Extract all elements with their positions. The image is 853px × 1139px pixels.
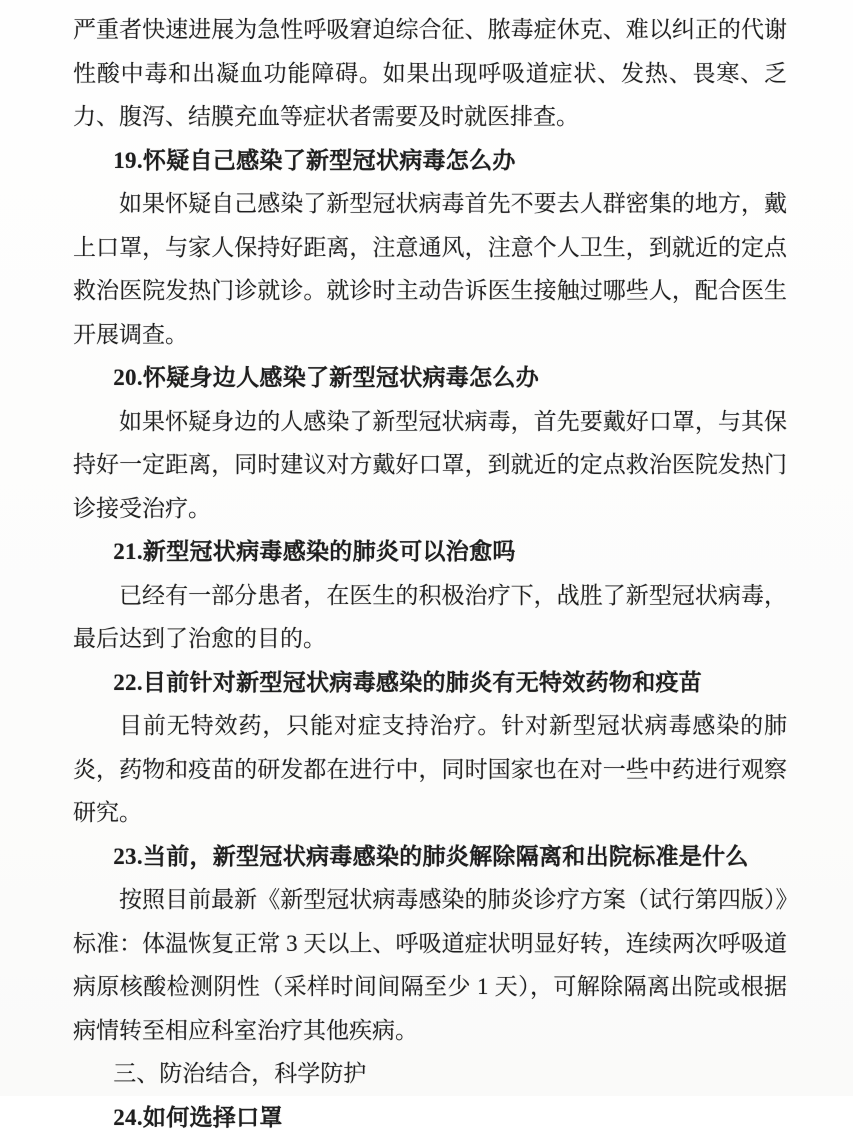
question-21-answer: 已经有一部分患者，在医生的积极治疗下，战胜了新型冠状病毒，最后达到了治愈的目的。 bbox=[73, 574, 787, 661]
question-23-heading: 23.当前，新型冠状病毒感染的肺炎解除隔离和出院标准是什么 bbox=[73, 835, 787, 879]
question-24-heading: 24.如何选择口罩 bbox=[73, 1096, 787, 1139]
question-19-answer: 如果怀疑自己感染了新型冠状病毒首先不要去人群密集的地方，戴上口罩，与家人保持好距离，注意通风，注意个人卫生，到就近的定点救治医院发热门诊就诊。就诊时主动告诉医生接触过哪些人，配合医生开展调查。 bbox=[73, 182, 787, 356]
question-23-answer: 按照目前最新《新型冠状病毒感染的肺炎诊疗方案（试行第四版）》标准：体温恢复正常 3 天以上、呼吸道症状明显好转，连续两次呼吸道病原核酸检测阴性（采样时间间隔至少 1 天），可解除隔离出院或根据病情转至相应科室治疗其他疾病。 bbox=[73, 878, 787, 1052]
question-20-answer: 如果怀疑身边的人感染了新型冠状病毒，首先要戴好口罩，与其保持好一定距离，同时建议对方戴好口罩，到就近的定点救治医院发热门诊接受治疗。 bbox=[73, 400, 787, 531]
question-22-answer: 目前无特效药，只能对症支持治疗。针对新型冠状病毒感染的肺炎，药物和疫苗的研发都在进行中，同时国家也在对一些中药进行观察研究。 bbox=[73, 704, 787, 835]
question-22-heading: 22.目前针对新型冠状病毒感染的肺炎有无特效药物和疫苗 bbox=[73, 661, 787, 705]
paragraph-severe-symptoms-continued: 严重者快速进展为急性呼吸窘迫综合征、脓毒症休克、难以纠正的代谢性酸中毒和出凝血功能障碍。如果出现呼吸道症状、发热、畏寒、乏力、腹泻、结膜充血等症状者需要及时就医排查。 bbox=[73, 8, 787, 139]
question-19-heading: 19.怀疑自己感染了新型冠状病毒怎么办 bbox=[73, 139, 787, 183]
section-3-heading: 三、防治结合，科学防护 bbox=[73, 1052, 787, 1096]
question-21-heading: 21.新型冠状病毒感染的肺炎可以治愈吗 bbox=[73, 530, 787, 574]
question-20-heading: 20.怀疑身边人感染了新型冠状病毒怎么办 bbox=[73, 356, 787, 400]
